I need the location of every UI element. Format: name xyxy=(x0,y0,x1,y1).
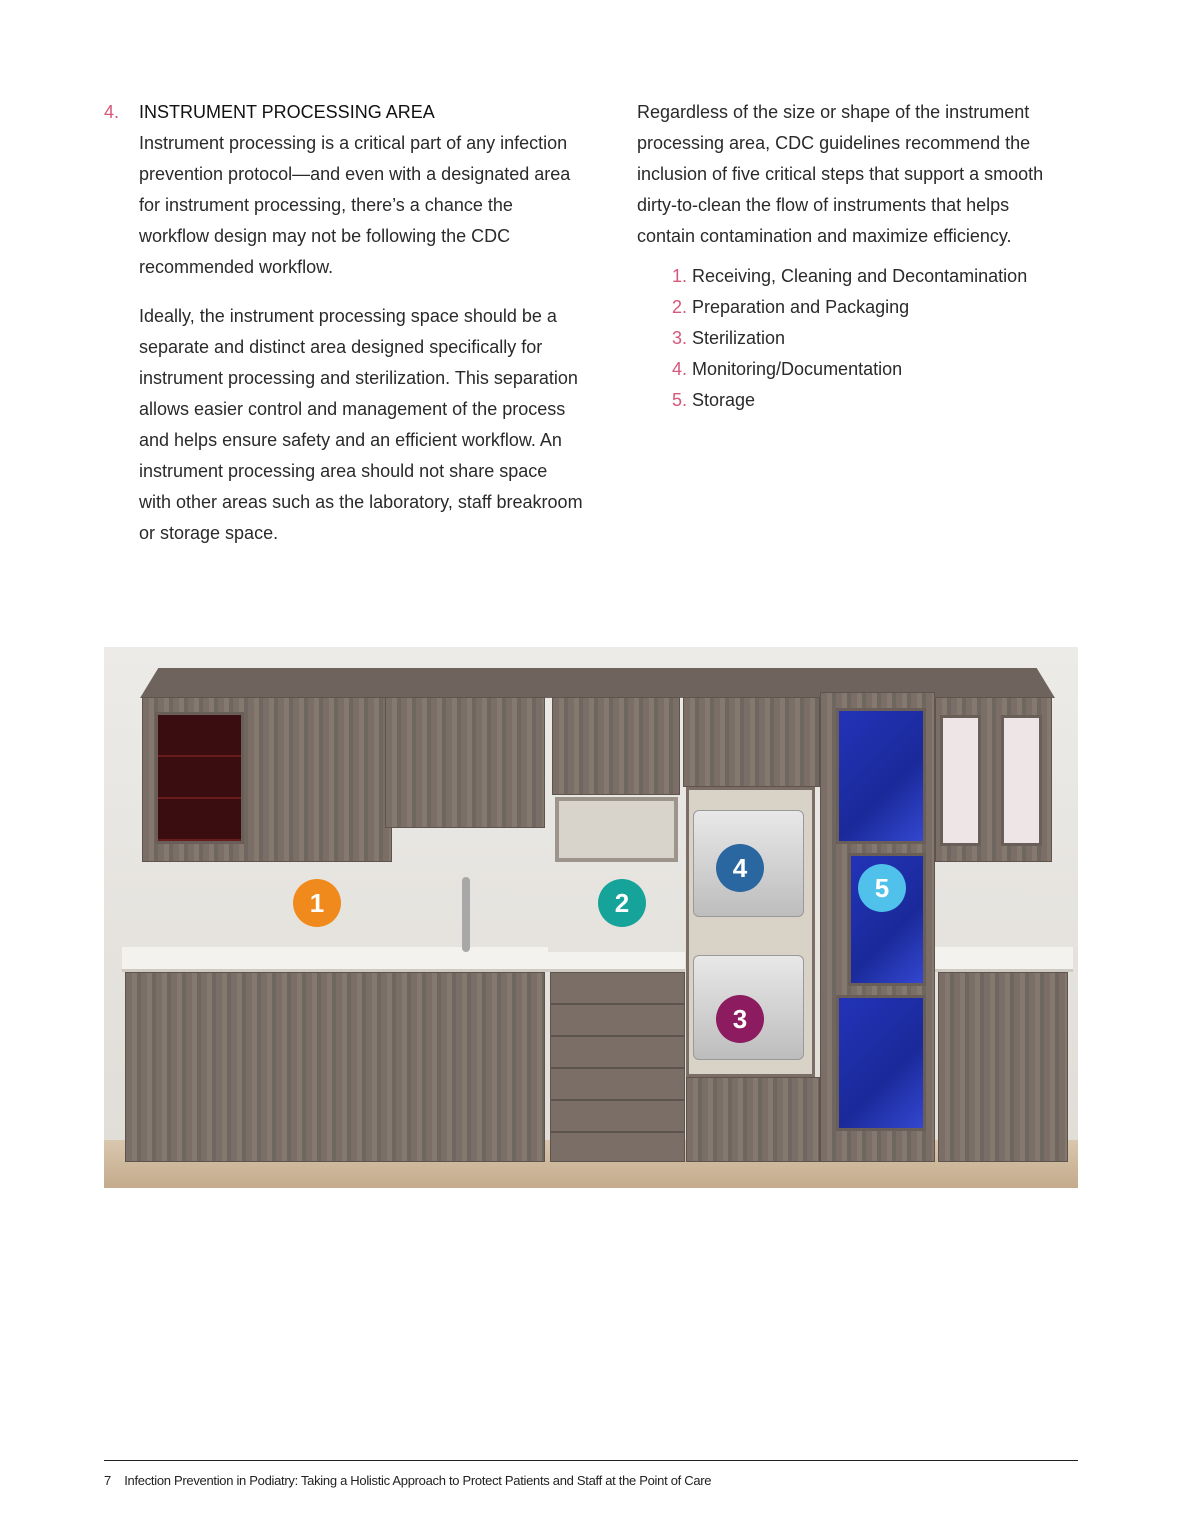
lower-cabinet xyxy=(686,1077,820,1162)
microwave xyxy=(555,797,678,862)
page-number: 7 xyxy=(104,1473,111,1488)
paragraph: Ideally, the instrument processing space should be a separate and distinct area designed specifically for instrument processing and sterilization. This separation allows easier control and management of the process and helps ensure safety and an efficient workflow. An instrument processing area should not share space with other areas such as the laboratory, staff breakroom or storage space. xyxy=(139,306,583,543)
step-badge-2: 2 xyxy=(598,879,646,927)
paragraph: Regardless of the size or shape of the instrument processing area, CDC guidelines recommend the inclusion of five critical steps that support a smooth dirty-to-clean the flow of instruments that helps contain contamination and maximize efficiency. xyxy=(637,102,1044,246)
list-item: 2. Preparation and Packaging xyxy=(672,297,910,317)
footer-divider xyxy=(104,1460,1078,1461)
section-heading xyxy=(104,97,584,128)
countertop xyxy=(548,952,685,972)
section-title: INSTRUMENT PROCESSING AREA xyxy=(139,102,435,122)
faucet xyxy=(462,877,470,952)
right-column xyxy=(637,97,1067,416)
list-item: 5. Storage xyxy=(672,390,756,410)
step-badge-3: 3 xyxy=(716,995,764,1043)
step-badge-4: 4 xyxy=(716,844,764,892)
glass-door xyxy=(940,715,981,846)
drawers xyxy=(550,972,685,1162)
list-item: 1. Receiving, Cleaning and Decontamination xyxy=(672,266,1028,286)
glass-door xyxy=(836,708,926,844)
glass-door xyxy=(836,995,926,1131)
step-badge-5: 5 xyxy=(858,864,906,912)
footer-title: Infection Prevention in Podiatry: Taking a Holistic Approach to Protect Patients and Staff at the Point of Care xyxy=(124,1473,712,1488)
list-item: 3. Sterilization xyxy=(672,328,786,348)
upper-cabinet xyxy=(385,697,545,828)
section-number: 4. xyxy=(104,102,120,122)
step-badge-1: 1 xyxy=(293,879,341,927)
left-column xyxy=(104,97,584,549)
lower-cabinet xyxy=(125,972,545,1162)
lower-cabinet xyxy=(938,972,1068,1162)
footer xyxy=(104,1473,711,1488)
glass-door xyxy=(155,712,244,844)
cabinetry-photo xyxy=(104,647,1078,1188)
list-item: 4. Monitoring/Documentation xyxy=(672,359,903,379)
glass-door xyxy=(1001,715,1042,846)
upper-cabinet xyxy=(683,697,820,787)
paragraph: Instrument processing is a critical part of any infection prevention protocol—and even with a designated area for instrument processing, there’s a chance the workflow design may not be following the CDC recommended workflow. xyxy=(139,133,571,277)
steps-list xyxy=(637,261,1067,416)
upper-cabinet xyxy=(552,697,680,795)
countertop xyxy=(122,947,548,972)
countertop xyxy=(935,947,1073,972)
